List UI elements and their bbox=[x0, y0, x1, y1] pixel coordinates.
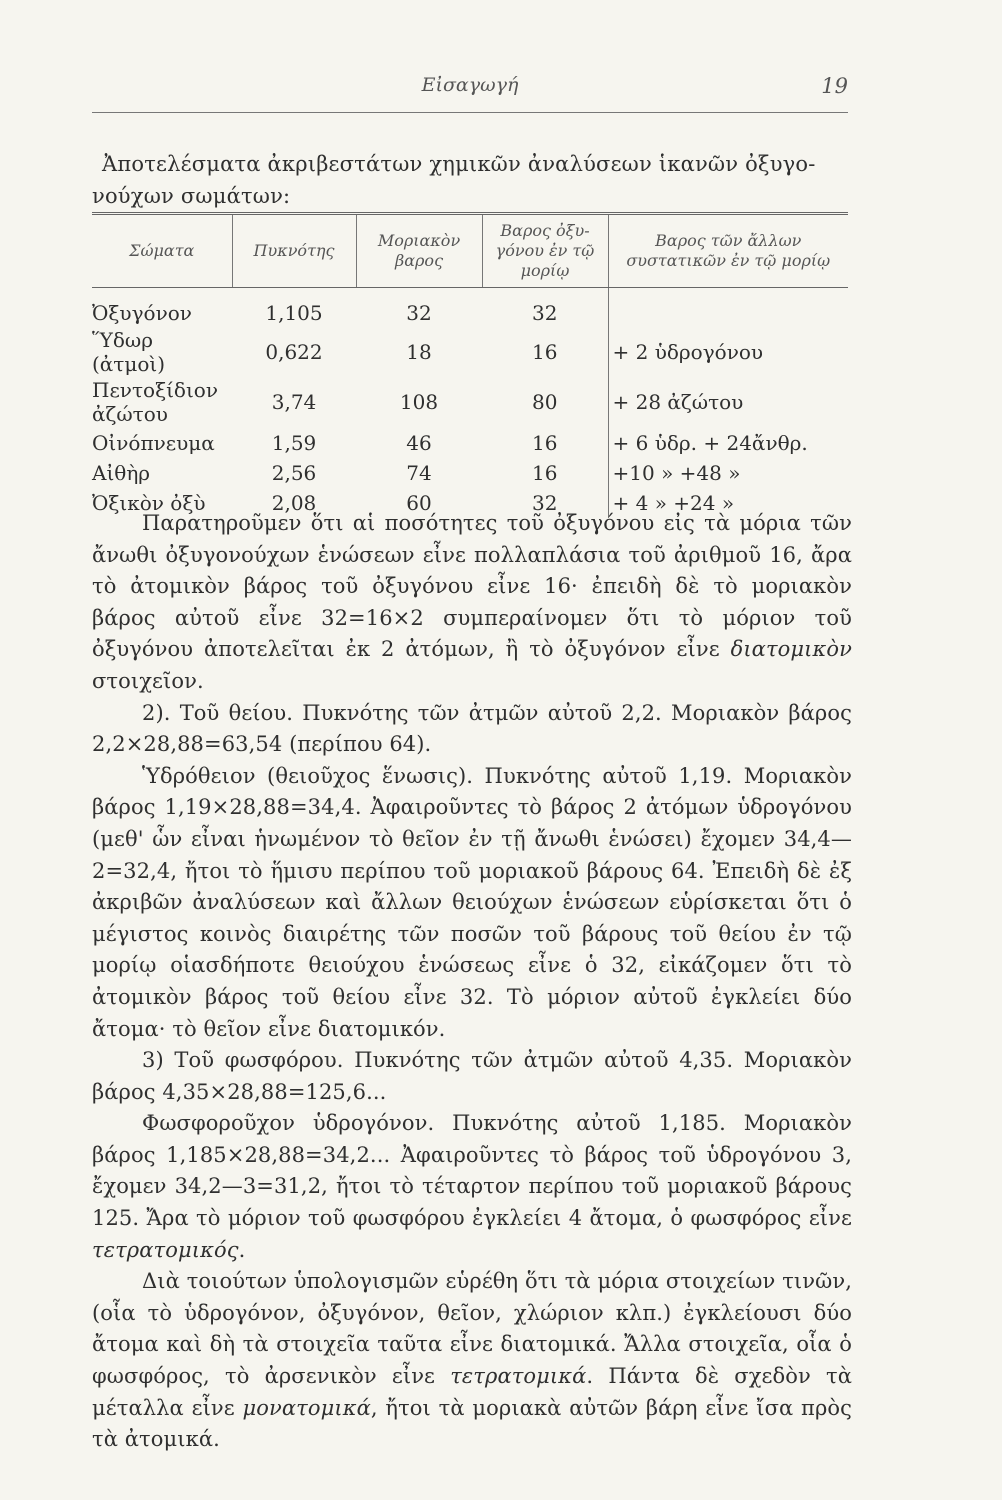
cell-mol-weight: 60 bbox=[406, 491, 432, 515]
table-row bbox=[92, 458, 848, 488]
cell-oxygen: 80 bbox=[532, 390, 558, 414]
col-header-other-weight: Βαρος τῶν ἄλλων συστατικῶν ἐν τῷ μορίῳ bbox=[608, 214, 848, 288]
table-header-row bbox=[92, 214, 848, 288]
cell-other: + 4 » +24 » bbox=[608, 488, 848, 518]
cell-name: Ὀξυγόνον bbox=[92, 301, 192, 325]
cell-density: 1,59 bbox=[271, 431, 317, 455]
paragraph bbox=[92, 1108, 852, 1266]
col-header-bodies: Σώματα bbox=[92, 214, 232, 288]
text-run-italic: τετρατομικός bbox=[92, 1237, 239, 1262]
paragraph bbox=[92, 508, 852, 698]
col-header-density: Πυκνότης bbox=[232, 214, 356, 288]
table-row bbox=[92, 328, 848, 376]
col-header-oxygen-weight: Βαρος ὀξυ-γόνου ἐν τῷ μορίῳ bbox=[482, 214, 608, 288]
cell-mol-weight: 46 bbox=[406, 431, 432, 455]
text-run: . bbox=[238, 1237, 246, 1262]
text-run-italic: τετρατομικά bbox=[450, 1364, 587, 1389]
col-header-molecular-weight: Μοριακὸν βαρος bbox=[356, 214, 482, 288]
intro-line: Ἀποτελέσματα ἀκριβεστάτων χημικῶν ἀναλύσεων ἱκανῶν ὀξυγο- bbox=[102, 152, 816, 176]
text-run: . Πάντα δὲ σχεδὸν τὰ μέταλλα εἶνε bbox=[92, 1364, 853, 1420]
text-run: 2). Τοῦ θείου. Πυκνότης τῶν ἀτμῶν αὐτοῦ 2,2. Μοριακὸν βάρος 2,2×28,88=63,54 (περίπου 64). bbox=[92, 700, 852, 757]
text-run: στοιχεῖον. bbox=[92, 668, 204, 693]
cell-mol-weight: 74 bbox=[406, 461, 432, 485]
cell-oxygen: 16 bbox=[532, 461, 558, 485]
text-run: Παρατηροῦμεν ὅτι αἱ ποσότητες τοῦ ὀξυγόνου εἰς τὰ μόρια τῶν ἄνωθι ὀξυγονούχων ἑνώσεων εἶνε πολλαπλάσια τοῦ ἀριθμοῦ 16, ἄρα τὸ ἀτομικὸν βάρος τοῦ ὀξυγόνου εἶνε 16· ἐπειδὴ δὲ τὸ μοριακὸν βάρος αὐτοῦ εἶνε 32=16×2 συμπεραίνομεν ὅτι τὸ μόριον τοῦ ὀξυγόνου ἀποτελεῖται ἐκ 2 ἀτόμων, ἢ τὸ ὀξυγόνον εἶνε bbox=[92, 511, 852, 662]
cell-other: +10 » +48 » bbox=[608, 458, 848, 488]
cell-density: 2,56 bbox=[271, 461, 317, 485]
paragraph bbox=[92, 1045, 852, 1108]
cell-name: Πεντοξίδιον ἀζώτου bbox=[92, 378, 219, 426]
text-run: Φωσφοροῦχον ὑδρογόνον. Πυκνότης αὐτοῦ 1,185. Μοριακὸν βάρος 1,185×28,88=34,2... Ἀφαιροῦντες τὸ βάρος τοῦ ὑδρογόνου 3, ἔχομεν 34,2—3=31,2, ἤτοι τὸ τέταρτον περίπου τοῦ μοριακοῦ βάρους 125. Ἄρα τὸ μόριον τοῦ φωσφόρου ἐγκλείει 4 ἄτομα, ὁ φωσφόρος εἶνε bbox=[92, 1111, 852, 1231]
cell-name: Αἰθὴρ bbox=[92, 461, 151, 485]
text-run: Διὰ τοιούτων ὑπολογισμῶν εὑρέθη ὅτι τὰ μόρια στοιχείων τινῶν, (οἷα τὸ ὑδρογόνον, ὀξυγόνον, θεῖον, χλώριον κλπ.) ἐγκλείουσι δύο ἄτομα καὶ δὴ τὰ στοιχεῖα ταῦτα εἶνε διατομικά. Ἄλλα στοιχεῖα, οἷα ὁ φωσφόρος, τὸ ἀρσενικὸν εἶνε bbox=[92, 1269, 852, 1389]
cell-other bbox=[608, 288, 848, 329]
text-run-italic: διατομικὸν bbox=[730, 637, 852, 662]
cell-density: 3,74 bbox=[271, 390, 317, 414]
paragraph bbox=[92, 761, 852, 1045]
cell-mol-weight: 32 bbox=[406, 301, 432, 325]
table-row bbox=[92, 288, 848, 329]
cell-oxygen: 32 bbox=[532, 491, 558, 515]
cell-density: 2,08 bbox=[271, 491, 317, 515]
intro-line: νούχων σωμάτων: bbox=[92, 184, 291, 208]
analysis-table bbox=[92, 212, 848, 518]
table-row bbox=[92, 376, 848, 428]
intro-text bbox=[92, 148, 852, 212]
text-run: , ἤτοι τὰ μοριακὰ αὐτῶν βάρη εἶνε ἴσα πρὸς τὰ ἀτομικά. bbox=[92, 1395, 852, 1452]
text-run: Ὑδρόθειον (θειοῦχος ἕνωσις). Πυκνότης αὐτοῦ 1,19. Μοριακὸν βάρος 1,19×28,88=34,4. Ἀφαιροῦντες τὸ βάρος 2 ἀτόμων ὑδρογόνου (μεθ' ὧν εἶναι ἡνωμένον τὸ θεῖον ἐν τῇ ἄνωθι ἑνώσει) ἔχομεν 34,4—2=32,4, ἤτοι τὸ ἥμισυ περίπου τοῦ μοριακοῦ βάρους 64. Ἐπειδὴ δὲ ἐξ ἀκριβῶν ἀναλύσεων καὶ ἄλλων θειούχων ἑνώσεων εὑρίσκεται ὅτι ὁ μέγιστος κοινὸς διαιρέτης τῶν ποσῶν τοῦ βάρους τοῦ θείου ἐν τῷ μορίῳ οἱασδήποτε θειούχου ἑνώσεως εἶνε ὁ 32, εἰκάζομεν ὅτι τὸ ἀτομικὸν βάρος τοῦ θείου εἶνε 32. Τὸ μόριον αὐτοῦ ἐγκλείει δύο ἄτομα· τὸ θεῖον εἶνε διατομικόν. bbox=[92, 763, 852, 1041]
cell-mol-weight: 18 bbox=[406, 340, 432, 364]
cell-name: Ὕδωρ (ἀτμοὶ) bbox=[92, 328, 166, 376]
body-text bbox=[92, 508, 852, 1456]
cell-oxygen: 16 bbox=[532, 340, 558, 364]
cell-density: 1,105 bbox=[265, 301, 323, 325]
cell-oxygen: 32 bbox=[532, 301, 558, 325]
cell-mol-weight: 108 bbox=[399, 390, 439, 414]
cell-name: Οἰνόπνευμα bbox=[92, 431, 215, 455]
cell-density: 0,622 bbox=[265, 340, 323, 364]
cell-name: Ὀξικὸν ὀξὺ bbox=[92, 491, 206, 515]
page-header bbox=[92, 74, 848, 104]
cell-other: + 28 ἀζώτου bbox=[608, 376, 848, 428]
paragraph bbox=[92, 1266, 852, 1456]
running-title: Εἰσαγωγή bbox=[421, 74, 519, 96]
cell-other: + 6 ὑδρ. + 24ἄνθρ. bbox=[608, 428, 848, 458]
cell-oxygen: 16 bbox=[532, 431, 558, 455]
page-number: 19 bbox=[821, 74, 848, 98]
text-run: 3) Τοῦ φωσφόρου. Πυκνότης τῶν ἀτμῶν αὐτοῦ 4,35. Μοριακὸν βάρος 4,35×28,88=125,6... bbox=[92, 1048, 852, 1104]
cell-other: + 2 ὑδρογόνου bbox=[608, 328, 848, 376]
text-run-italic: μονατομικά bbox=[242, 1395, 371, 1420]
paragraph bbox=[92, 698, 852, 761]
header-rule bbox=[92, 112, 848, 113]
table-row bbox=[92, 428, 848, 458]
